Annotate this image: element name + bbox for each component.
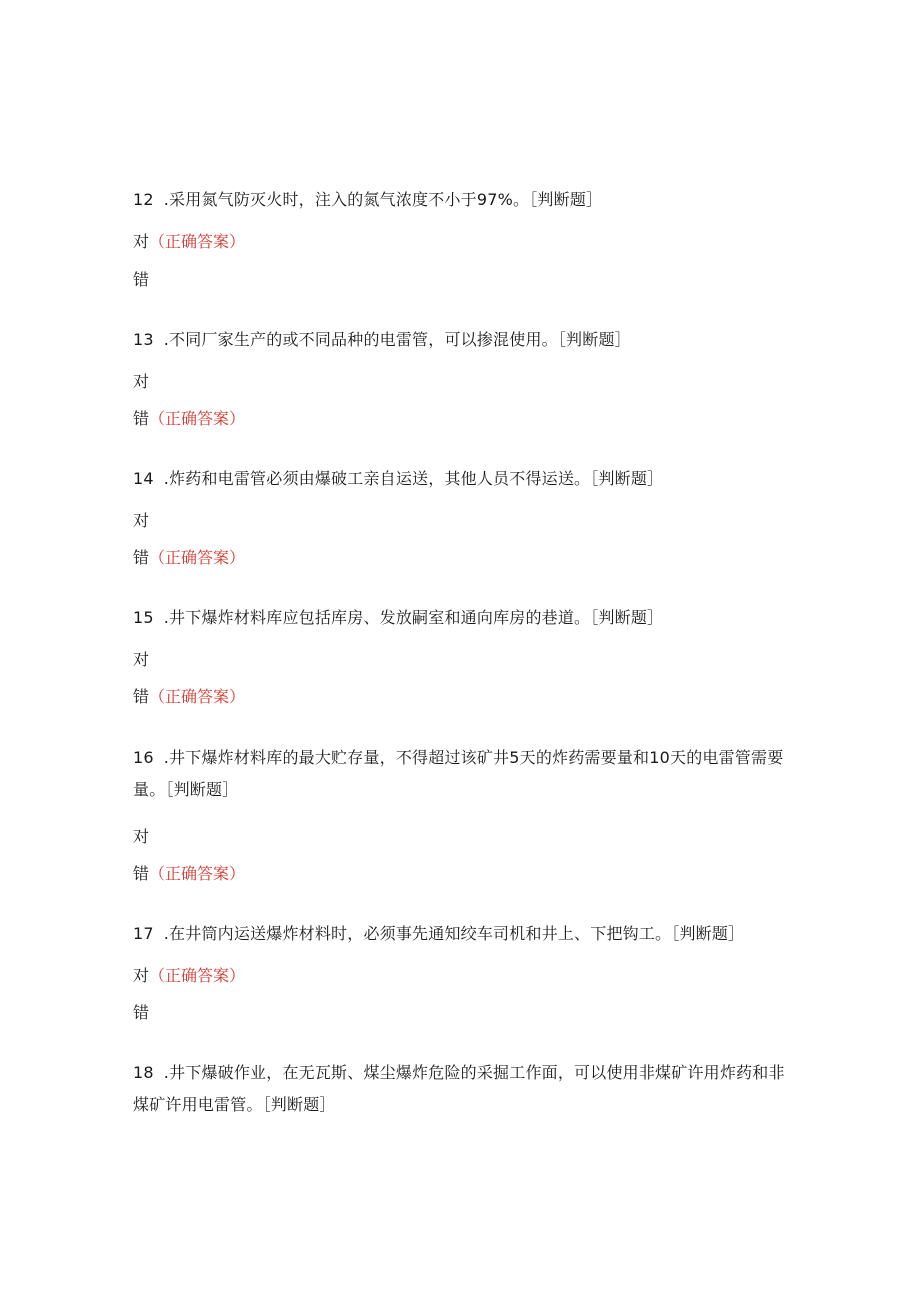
question-18 [133,1057,793,1121]
correct-answer-mark: （正确答案） [149,548,246,567]
question-15 [133,602,793,634]
correct-answer-mark: （正确答案） [149,409,246,428]
option-label: 错 [133,864,150,883]
question-number: 18 [133,1063,154,1082]
question-17 [133,918,793,950]
option-false-13[interactable] [133,407,245,431]
correct-answer-mark: （正确答案） [149,687,246,706]
question-number: 15 [133,608,154,627]
option-false-12[interactable] [133,268,149,292]
option-label: 错 [133,1003,150,1022]
option-false-17[interactable] [133,1001,149,1025]
option-label: 错 [133,548,150,567]
option-label: 对 [133,650,150,669]
question-14 [133,463,793,495]
option-true-17[interactable] [133,964,245,988]
option-label: 对 [133,511,150,530]
question-text: .在井筒内运送爆炸材料时，必须事先通知绞车司机和井上、下把钩工。［判断题］ [163,924,745,943]
option-true-14[interactable] [133,509,149,533]
question-number: 16 [133,748,154,767]
option-label: 对 [133,232,150,251]
question-text: .炸药和电雷管必须由爆破工亲自运送，其他人员不得运送。［判断题］ [163,469,664,488]
question-text: .不同厂家生产的或不同品种的电雷管，可以掺混使用。［判断题］ [163,330,631,349]
question-13 [133,324,793,356]
option-label: 对 [133,827,150,846]
question-number: 14 [133,469,154,488]
option-label: 错 [133,270,150,289]
option-true-16[interactable] [133,825,149,849]
correct-answer-mark: （正确答案） [149,864,246,883]
question-text: .采用氮气防灭火时，注入的氮气浓度不小于97%。［判断题］ [163,190,603,209]
correct-answer-mark: （正确答案） [149,232,246,251]
option-true-15[interactable] [133,648,149,672]
question-number: 12 [133,190,154,209]
option-false-15[interactable] [133,685,245,709]
option-false-16[interactable] [133,862,245,886]
option-label: 错 [133,409,150,428]
option-label: 错 [133,687,150,706]
question-16 [133,742,793,806]
option-label: 对 [133,966,150,985]
question-text: .井下爆炸材料库的最大贮存量，不得超过该矿井5天的炸药需要量和10天的电雷管需要量。［判断题］ [133,748,784,799]
option-true-13[interactable] [133,370,149,394]
question-text: .井下爆破作业，在无瓦斯、煤尘爆炸危险的采掘工作面，可以使用非煤矿许用炸药和非煤矿许用电雷管。［判断题］ [133,1063,785,1114]
question-number: 17 [133,924,154,943]
option-true-12[interactable] [133,230,245,254]
option-false-14[interactable] [133,546,245,570]
correct-answer-mark: （正确答案） [149,966,246,985]
question-12 [133,184,793,216]
question-text: .井下爆炸材料库应包括库房、发放嗣室和通向库房的巷道。［判断题］ [163,608,664,627]
option-label: 对 [133,372,150,391]
question-number: 13 [133,330,154,349]
